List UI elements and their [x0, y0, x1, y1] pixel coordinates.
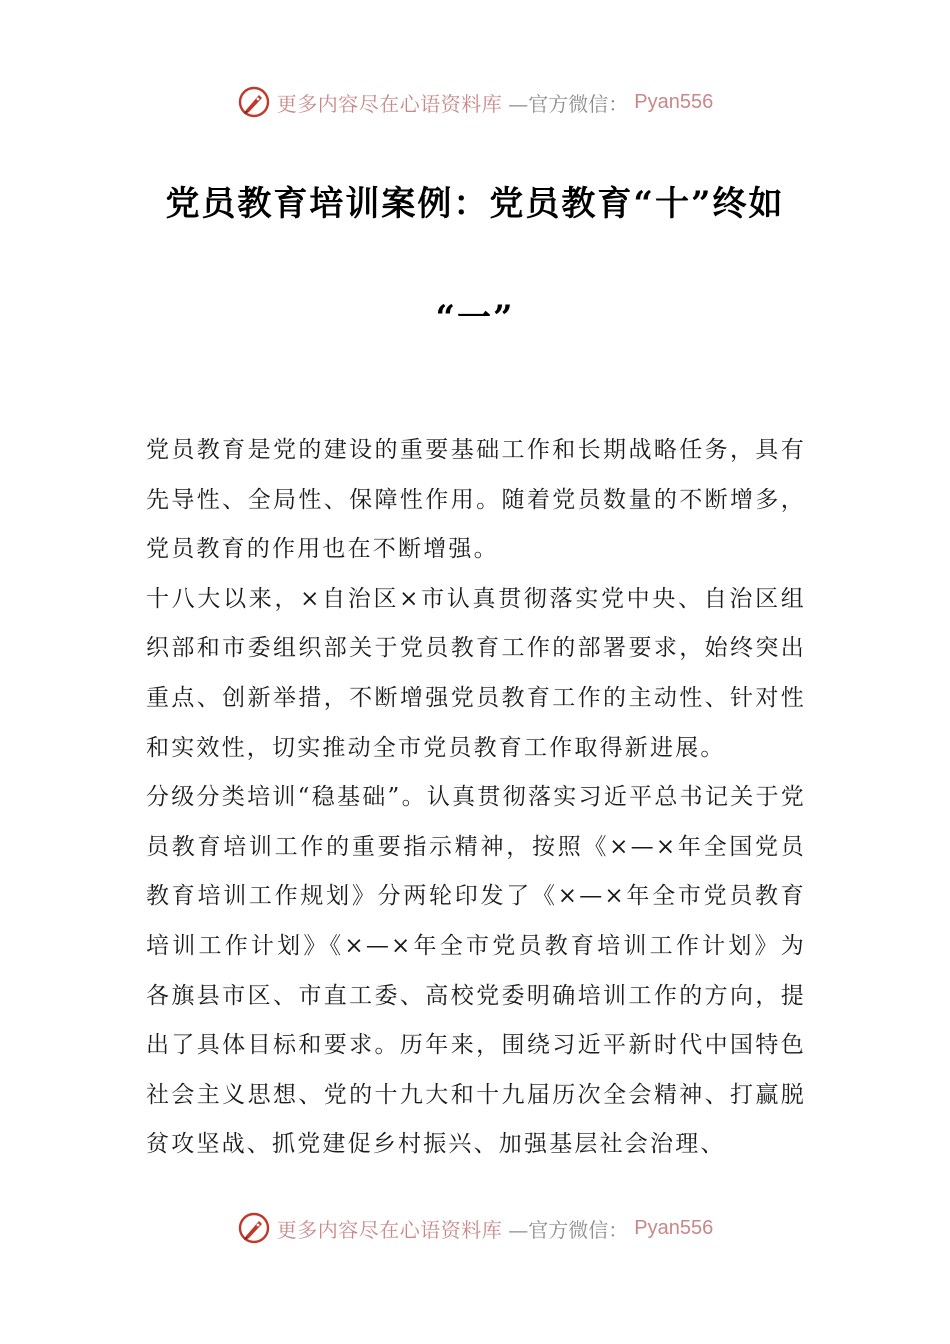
banner-main-text: 更多内容尽在心语资料库: [276, 91, 503, 116]
pen-nib-icon: [237, 85, 271, 119]
banner-separator-text: —官方微信：: [508, 1217, 629, 1242]
document-body: [146, 426, 806, 1170]
body-paragraph-1: 党员教育是党的建设的重要基础工作和长期战略任务，具有先导性、全局性、保障性作用。随着党员数量的不断增多，党员教育的作用也在不断增强。: [146, 437, 806, 563]
body-paragraph-2: 十八大以来，×自治区×市认真贯彻落实党中央、自治区组织部和市委组织部关于党员教育工作的部署要求，始终突出重点、创新举措，不断增强党员教育工作的主动性、针对性和实效性，切实推动全市党员教育工作取得新进展。: [146, 585, 806, 761]
banner-account-id: Pyan556: [634, 90, 714, 113]
pen-nib-icon: [237, 1211, 271, 1245]
banner-main-text: 更多内容尽在心语资料库: [276, 1217, 503, 1242]
document-title-line-1: 党员教育培训案例：党员教育“十”终如: [165, 184, 785, 224]
document-title-line-2: “一”: [435, 298, 515, 338]
footer-banner: [0, 1208, 950, 1248]
banner-account-id: Pyan556: [634, 1216, 714, 1239]
body-paragraph-3: 分级分类培训“稳基础”。认真贯彻落实习近平总书记关于党员教育培训工作的重要指示精神，按照《×—×年全国党员教育培训工作规划》分两轮印发了《×—×年全市党员教育培训工作计划》《×—×年全市党员教育培训工作计划》为各旗县市区、市直工委、高校党委明确培训工作的方向，提出了具体目标和要求。历年来，围绕习近平新时代中国特色社会主义思想、党的十九大和十九届历次全会精神、打赢脱贫攻坚战、抓党建促乡村振兴、加强基层社会治理、: [146, 784, 806, 1158]
banner-separator-text: —官方微信：: [508, 91, 629, 116]
header-banner: [0, 82, 950, 122]
